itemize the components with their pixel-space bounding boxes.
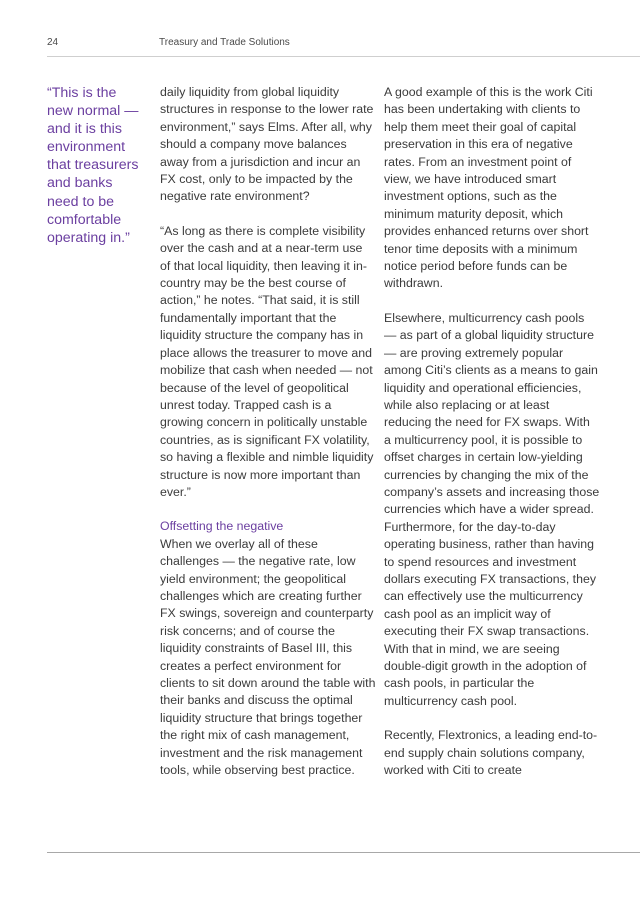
section-title: Treasury and Trade Solutions [159,37,290,48]
page-number: 24 [47,37,59,48]
paragraph: “As long as there is complete visibility over the cash and at a near-term use of that local liquidity, then leaving it in-country may be the best course of action,” he notes. “That said, it is still fundamentally important that the liquidity structure the company has in place allows the treasurer to move and mobilize that cash when needed — not because of the level of geopolitical unrest today. Trapped cash is a growing concern in politically unstable countries, as is significant FX volatility, so having a flexible and nimble liquidity structure is now more important than ever.” [160,223,374,499]
paragraph: A good example of this is the work Citi has been undertaking with clients to help them meet their goal of capital preservation in this era of negative rates. From an investment point of view, we have introduced smart investment options, such as the minimum maturity deposit, which provides enhanced returns over short tenor time deposits with a minimum notice period before funds can be withdrawn. [384,85,593,291]
pull-quote: “This is the new normal — and it is this environment that treasurers and banks need to be comfortable operating in.” [47,85,139,246]
paragraph: Recently, Flextronics, a leading end-to-end supply chain solutions company, worked with Citi to create [384,728,598,778]
section-subheading: Offsetting the negative [160,519,284,534]
footer-divider [47,852,640,853]
header-divider [47,56,640,57]
paragraph: When we overlay all of these challenges — the negative rate, low yield environment; the geopolitical challenges which are creating further FX swings, sovereign and counterparty risk concerns; and of course the liquidity constraints of Basel III, this creates a perfect environment for clients to sit down around the table with their banks and discuss the optimal liquidity structure that brings together the right mix of cash management, investment and the risk management tools, while observing best practice. [160,536,376,778]
right-column [384,84,600,796]
paragraph: daily liquidity from global liquidity structures in response to the lower rate environment,” says Elms. After all, why should a company move balances away from a jurisdiction and incur an FX cost, only to be impacted by the negative rate environment? [160,85,374,204]
page-header [47,37,640,57]
paragraph: Elsewhere, multicurrency cash pools — as part of a global liquidity structure — are proving extremely popular among Citi’s clients as a means to gain liquidity and operational efficiencies, while also replacing or at least reducing the need for FX swaps. With a multicurrency pool, it is possible to offset charges in certain low-yielding currencies by changing the mix of the company’s assets and increasing those currencies which have a wider spread. Furthermore, for the day-to-day operating business, rather than having to spend resources and investment dollars executing FX transactions, they can effectively use the multicurrency cash pool as an implicit way of executing their FX swap transactions. With that in mind, we are seeing double-digit growth in the adoption of cash pools, in particular the multicurrency cash pool. [384,310,600,708]
middle-column [160,84,376,796]
